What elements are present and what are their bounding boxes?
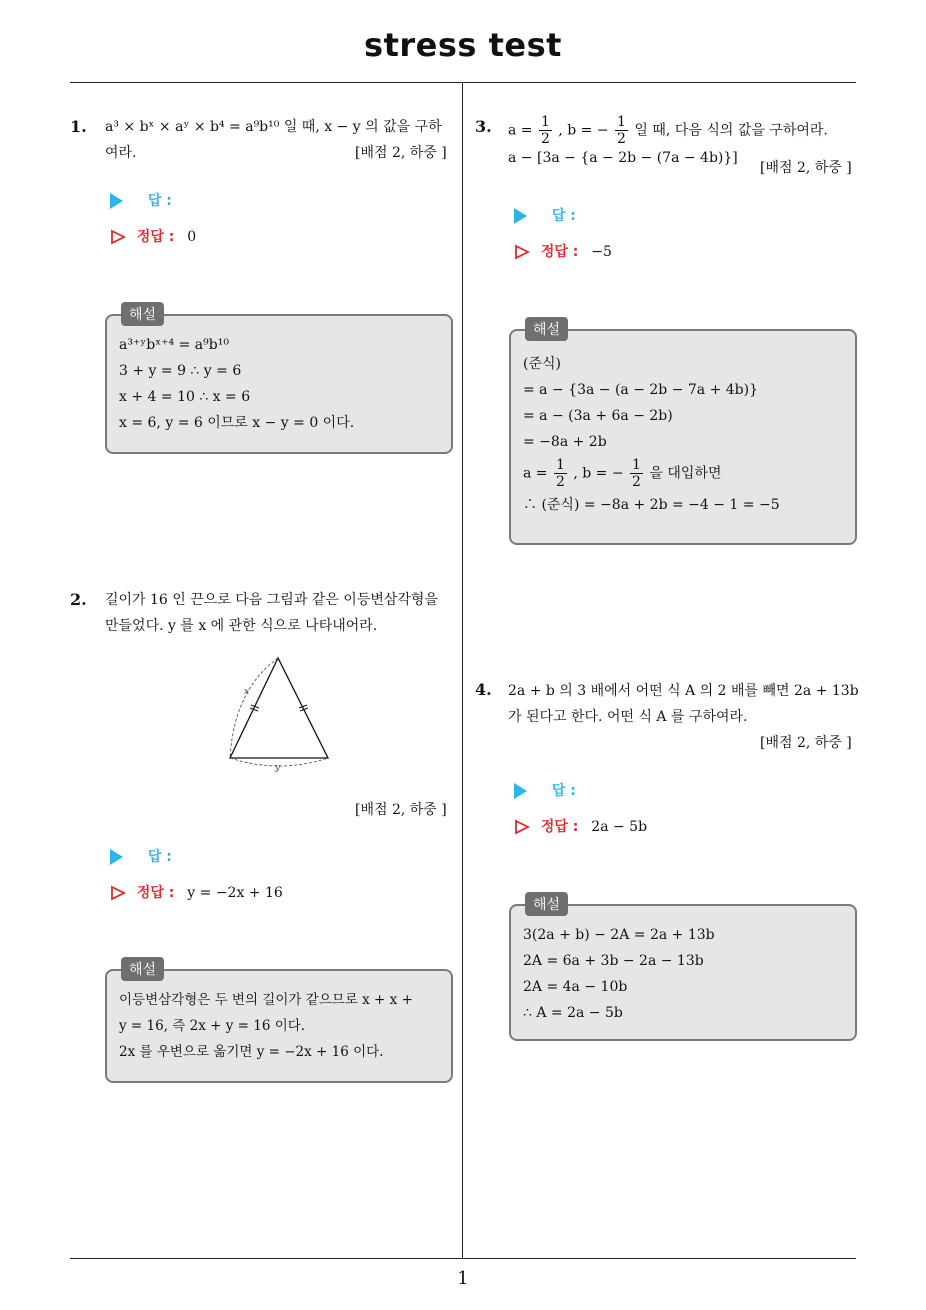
math-text: 일 때, 다음 식의 값을 구하여라. bbox=[634, 122, 828, 139]
score-label: [배점 2, 하중 ] bbox=[355, 802, 447, 818]
answer-label: 답 : bbox=[147, 193, 172, 209]
correct-label: 정답 : bbox=[540, 819, 579, 835]
footer-rule bbox=[70, 1258, 856, 1259]
page-title: stress test bbox=[364, 26, 562, 64]
page-number: 1 bbox=[457, 1268, 469, 1289]
correct-answer-row bbox=[514, 816, 647, 836]
play-triangle-icon bbox=[110, 193, 123, 209]
score-label: [배점 2, 하중 ] bbox=[760, 735, 852, 751]
fraction bbox=[615, 114, 628, 147]
solution-line: a³⁺ʸbˣ⁺⁴ = a⁹b¹⁰ bbox=[119, 337, 229, 353]
solution-line: 2x 를 우변으로 옮기면 y = −2x + 16 이다. bbox=[119, 1044, 384, 1060]
fraction bbox=[630, 457, 643, 490]
solution-line: ∴ A = 2a − 5b bbox=[523, 1005, 623, 1021]
solution-line: (준식) bbox=[523, 356, 561, 372]
correct-answer-row bbox=[110, 226, 196, 246]
question-text-line: 여라. bbox=[105, 145, 137, 161]
solution-line: x = 6, y = 6 이므로 x − y = 0 이다. bbox=[119, 415, 355, 431]
column-divider bbox=[462, 83, 463, 1259]
solution-tag: 해설 bbox=[525, 317, 568, 341]
math-text: , b = − bbox=[573, 465, 624, 482]
header-rule bbox=[70, 82, 856, 83]
fraction-denominator: 2 bbox=[540, 131, 550, 147]
solution-line: y = 16, 즉 2x + y = 16 이다. bbox=[119, 1018, 306, 1034]
solution-line: = a − {3a − (a − 2b − 7a + 4b)} bbox=[523, 382, 759, 398]
solution-line: x + 4 = 10 ∴ x = 6 bbox=[119, 389, 251, 405]
answer-label: 답 : bbox=[551, 783, 576, 799]
question-text-line: a − [3a − {a − 2b − (7a − 4b)}] bbox=[508, 150, 738, 166]
correct-value: y = −2x + 16 bbox=[187, 885, 283, 901]
solution-line: ∴ (준식) = −8a + 2b = −4 − 1 = −5 bbox=[523, 497, 780, 513]
fraction bbox=[554, 457, 567, 490]
correct-answer-row bbox=[110, 882, 283, 902]
question-text-line: a³ × bˣ × aʸ × b⁴ = a⁹b¹⁰ 일 때, x − y 의 값을 구하 bbox=[105, 119, 442, 135]
question-text-line: 2a + b 의 3 배에서 어떤 식 A 의 2 배를 빼면 2a + 13b bbox=[508, 683, 859, 699]
question-number: 1. bbox=[70, 117, 87, 136]
solution-tag: 해설 bbox=[121, 957, 164, 981]
play-triangle-icon bbox=[110, 849, 123, 865]
answer-row[interactable] bbox=[514, 205, 576, 225]
play-triangle-icon bbox=[514, 783, 527, 799]
solution-box bbox=[105, 962, 453, 1083]
math-text: 을 대입하면 bbox=[649, 465, 722, 482]
solution-box bbox=[509, 322, 857, 545]
solution-tag: 해설 bbox=[525, 892, 568, 916]
correct-value: 0 bbox=[187, 229, 197, 245]
question-text-line: 만들었다. y 를 x 에 관한 식으로 나타내어라. bbox=[105, 618, 378, 634]
solution-line: 2A = 6a + 3b − 2a − 13b bbox=[523, 953, 704, 969]
solution-line: 이등변삼각형은 두 변의 길이가 같으므로 x + x + bbox=[119, 992, 413, 1008]
solution-line bbox=[523, 457, 780, 490]
question-text-line: 길이가 16 인 끈으로 다음 그림과 같은 이등변삼각형을 bbox=[105, 592, 438, 608]
fraction-numerator: 1 bbox=[540, 114, 550, 130]
isosceles-triangle-figure bbox=[220, 650, 345, 775]
hollow-triangle-icon bbox=[110, 229, 126, 245]
fraction-denominator: 2 bbox=[632, 474, 641, 490]
score-label: [배점 2, 하중 ] bbox=[355, 145, 447, 161]
correct-label: 정답 : bbox=[136, 885, 175, 901]
correct-label: 정답 : bbox=[540, 244, 579, 260]
question-number: 2. bbox=[70, 590, 87, 609]
correct-value: 2a − 5b bbox=[591, 819, 648, 835]
math-text: a = bbox=[508, 122, 533, 139]
answer-row[interactable] bbox=[514, 780, 576, 800]
fraction-denominator: 2 bbox=[617, 131, 626, 147]
solution-line: = a − (3a + 6a − 2b) bbox=[523, 408, 673, 424]
answer-label: 답 : bbox=[551, 208, 576, 224]
answer-row[interactable] bbox=[110, 190, 172, 210]
question-number: 3. bbox=[475, 117, 492, 136]
correct-label: 정답 : bbox=[136, 229, 175, 245]
solution-box bbox=[509, 897, 857, 1041]
math-text: a = bbox=[523, 465, 548, 482]
question-text-line bbox=[508, 114, 858, 147]
side-label: x bbox=[244, 687, 250, 697]
base-label: y bbox=[275, 763, 281, 773]
correct-value: −5 bbox=[591, 244, 612, 260]
fraction-numerator: 1 bbox=[555, 457, 565, 473]
correct-answer-row bbox=[514, 241, 612, 261]
solution-tag: 해설 bbox=[121, 302, 164, 326]
question-text-line: 가 된다고 한다. 어떤 식 A 를 구하여라. bbox=[508, 709, 748, 725]
math-text: , b = − bbox=[558, 122, 609, 139]
fraction-numerator: 1 bbox=[632, 457, 641, 473]
solution-line: 2A = 4a − 10b bbox=[523, 979, 628, 995]
play-triangle-icon bbox=[514, 208, 527, 224]
hollow-triangle-icon bbox=[514, 244, 530, 260]
solution-line: 3 + y = 9 ∴ y = 6 bbox=[119, 363, 242, 379]
question-number: 4. bbox=[475, 680, 492, 699]
hollow-triangle-icon bbox=[110, 885, 126, 901]
fraction-numerator: 1 bbox=[617, 114, 626, 130]
solution-box bbox=[105, 307, 453, 454]
hollow-triangle-icon bbox=[514, 819, 530, 835]
solution-line: 3(2a + b) − 2A = 2a + 13b bbox=[523, 927, 715, 943]
fraction-denominator: 2 bbox=[555, 474, 565, 490]
fraction bbox=[539, 114, 552, 147]
solution-line: = −8a + 2b bbox=[523, 434, 607, 450]
score-label: [배점 2, 하중 ] bbox=[760, 160, 852, 176]
answer-row[interactable] bbox=[110, 846, 172, 866]
answer-label: 답 : bbox=[147, 849, 172, 865]
